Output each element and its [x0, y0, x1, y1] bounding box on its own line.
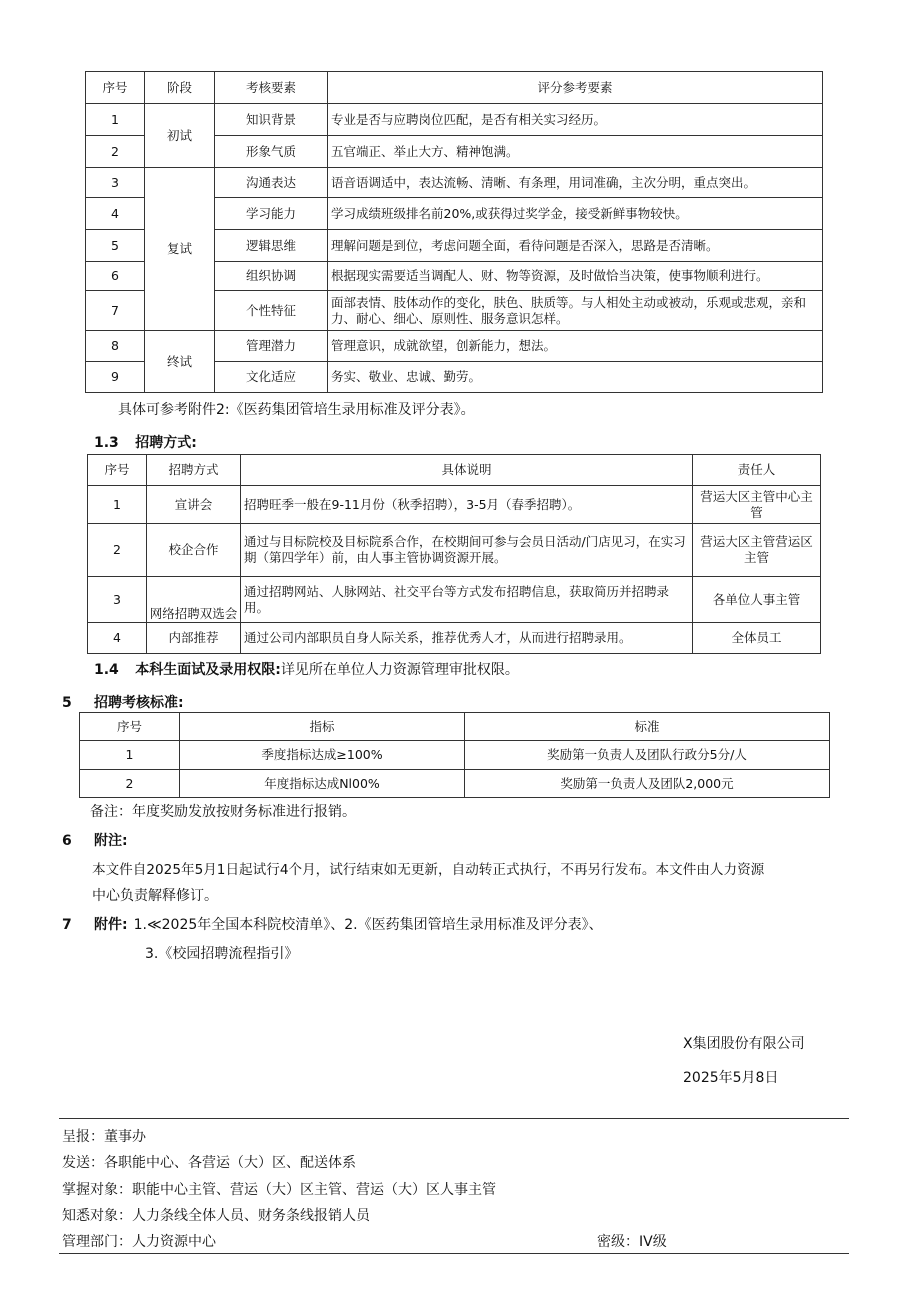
col-header: 标准	[465, 713, 830, 741]
col-header: 招聘方式	[147, 455, 241, 486]
desc-cell: 根据现实需要适当调配人、财、物等资源，及时做恰当决策，使事物顺利进行。	[328, 262, 823, 291]
section-number: 5	[62, 695, 72, 711]
row-number: 3	[86, 168, 145, 198]
footer-master-audience: 掌握对象：职能中心主管、营运（大）区主管、营运（大）区人事主管	[62, 1182, 496, 1198]
desc-cell: 语音语调适中，表达流畅、清晰、有条理，用词准确，主次分明，重点突出。	[328, 168, 823, 198]
col-header: 阶段	[145, 72, 215, 104]
item-cell: 学习能力	[215, 198, 328, 230]
table-row	[88, 623, 821, 654]
standard-cell: 奖励第一负责人及团队行政分5分/人	[465, 741, 830, 770]
note-paragraph-line: 本文件自2025年5月1日起试行4个月，试行结束如无更新，自动转正式执行，不再另行发布。本文件由人力资源	[92, 862, 765, 878]
row-number: 1	[80, 741, 180, 770]
desc-cell: 通过公司内部职员自身人际关系，推荐优秀人才，从而进行招聘录用。	[241, 623, 693, 654]
col-header: 责任人	[693, 455, 821, 486]
section-heading-7	[62, 914, 603, 934]
item-cell: 形象气质	[215, 136, 328, 168]
row-number: 4	[86, 198, 145, 230]
table-row	[80, 770, 830, 798]
method-cell: 网络招聘双选会	[147, 577, 241, 623]
standard-cell: 奖励第一负责人及团队2,000元	[465, 770, 830, 798]
col-header: 指标	[180, 713, 465, 741]
recruitment-method-table	[87, 454, 821, 654]
desc-cell: 通过招聘网站、人脉网站、社交平台等方式发布招聘信息，获取简历并招聘录用。	[241, 577, 693, 623]
attachment-list-continued: 3.《校园招聘流程指引》	[145, 946, 299, 962]
row-number: 2	[80, 770, 180, 798]
table-row	[86, 331, 823, 362]
section-heading-1-4	[94, 659, 519, 679]
col-header: 序号	[88, 455, 147, 486]
table-row	[80, 741, 830, 770]
method-cell: 校企合作	[147, 524, 241, 577]
section-number: 7	[62, 917, 72, 933]
desc-cell: 面部表情、肢体动作的变化，肤色、肤质等。与人相处主动或被动，乐观或悲观，亲和力、耐心、细心、原则性、服务意识怎样。	[328, 291, 823, 331]
section-heading-1-3	[94, 432, 197, 452]
desc-cell: 招聘旺季一般在9-11月份（秋季招聘），3-5月（春季招聘）。	[241, 486, 693, 524]
note-paragraph-line: 中心负责解释修订。	[92, 888, 218, 904]
metric-cell: 季度指标达成≥100%	[180, 741, 465, 770]
desc-cell: 五官端正、举止大方、精神饱满。	[328, 136, 823, 168]
col-header: 评分参考要素	[328, 72, 823, 104]
method-cell: 宣讲会	[147, 486, 241, 524]
method-cell: 内部推荐	[147, 623, 241, 654]
item-cell: 组织协调	[215, 262, 328, 291]
item-cell: 逻辑思维	[215, 230, 328, 262]
col-header: 序号	[86, 72, 145, 104]
section-heading-5	[62, 692, 184, 712]
section-title: 本科生面试及录用权限:	[135, 662, 281, 678]
row-number: 2	[88, 524, 147, 577]
desc-cell: 专业是否与应聘岗位匹配，是否有相关实习经历。	[328, 104, 823, 136]
stage-cell: 复试	[145, 168, 215, 331]
signature-date: 2025年5月8日	[683, 1070, 779, 1086]
owner-cell: 各单位人事主管	[693, 577, 821, 623]
footer-managing-dept: 管理部门：人力资源中心	[62, 1234, 216, 1250]
company-signature: X集团股份有限公司	[683, 1036, 805, 1052]
table-row	[88, 486, 821, 524]
row-number: 6	[86, 262, 145, 291]
section-title: 招聘方式:	[135, 435, 197, 451]
footer-aware-audience: 知悉对象：人力条线全体人员、财务条线报销人员	[62, 1208, 370, 1224]
row-number: 3	[88, 577, 147, 623]
footer-security-level: 密级：IV级	[597, 1234, 667, 1250]
table-row	[88, 577, 821, 623]
item-cell: 沟通表达	[215, 168, 328, 198]
evaluation-table	[85, 71, 823, 393]
stage-cell: 终试	[145, 331, 215, 393]
row-number: 4	[88, 623, 147, 654]
desc-cell: 学习成绩班级排名前20%,或获得过奖学金，接受新鲜事物较快。	[328, 198, 823, 230]
table-row	[86, 104, 823, 136]
row-number: 1	[88, 486, 147, 524]
row-number: 2	[86, 136, 145, 168]
desc-cell: 理解问题是到位，考虑问题全面，看待问题是否深入，思路是否清晰。	[328, 230, 823, 262]
attachment-list: 1.≪2025年全国本科院校清单》、2.《医药集团管培生录用标准及评分表》、	[133, 917, 603, 933]
section-title: 附注:	[94, 833, 128, 849]
assessment-standard-table	[79, 712, 830, 798]
section-number: 1.3	[94, 435, 119, 451]
section-text: 详见所在单位人力资源管理审批权限。	[280, 662, 519, 678]
row-number: 5	[86, 230, 145, 262]
section-title: 附件:	[94, 917, 128, 933]
metric-cell: 年度指标达成Nl00%	[180, 770, 465, 798]
footer-top-divider	[59, 1118, 849, 1119]
section-number: 1.4	[94, 662, 119, 678]
owner-cell: 全体员工	[693, 623, 821, 654]
section-heading-6	[62, 830, 128, 850]
item-cell: 个性特征	[215, 291, 328, 331]
col-header: 具体说明	[241, 455, 693, 486]
table-header-row	[86, 72, 823, 104]
desc-cell: 通过与目标院校及目标院系合作，在校期间可参与会员日活动/门店见习，在实习期（第四学年）前，由人事主管协调资源开展。	[241, 524, 693, 577]
footer-distribution: 发送：各职能中心、各营运（大）区、配送体系	[62, 1155, 356, 1171]
section-number: 6	[62, 833, 72, 849]
reference-note: 具体可参考附件2:《医药集团管培生录用标准及评分表》。	[118, 402, 475, 418]
footer-bottom-divider	[59, 1253, 849, 1254]
table-row	[88, 524, 821, 577]
table-header-row	[88, 455, 821, 486]
col-header: 序号	[80, 713, 180, 741]
desc-cell: 务实、敬业、忠诚、勤劳。	[328, 362, 823, 393]
standard-note: 备注：年度奖励发放按财务标准进行报销。	[90, 804, 356, 820]
row-number: 9	[86, 362, 145, 393]
desc-cell: 管理意识，成就欲望，创新能力，想法。	[328, 331, 823, 362]
footer-report-to: 呈报：董事办	[62, 1129, 146, 1145]
table-header-row	[80, 713, 830, 741]
item-cell: 文化适应	[215, 362, 328, 393]
row-number: 8	[86, 331, 145, 362]
item-cell: 知识背景	[215, 104, 328, 136]
section-title: 招聘考核标准:	[94, 695, 184, 711]
table-row	[86, 168, 823, 198]
owner-cell: 营运大区主管中心主管	[693, 486, 821, 524]
row-number: 7	[86, 291, 145, 331]
stage-cell: 初试	[145, 104, 215, 168]
row-number: 1	[86, 104, 145, 136]
owner-cell: 营运大区主管营运区主管	[693, 524, 821, 577]
col-header: 考核要素	[215, 72, 328, 104]
item-cell: 管理潜力	[215, 331, 328, 362]
